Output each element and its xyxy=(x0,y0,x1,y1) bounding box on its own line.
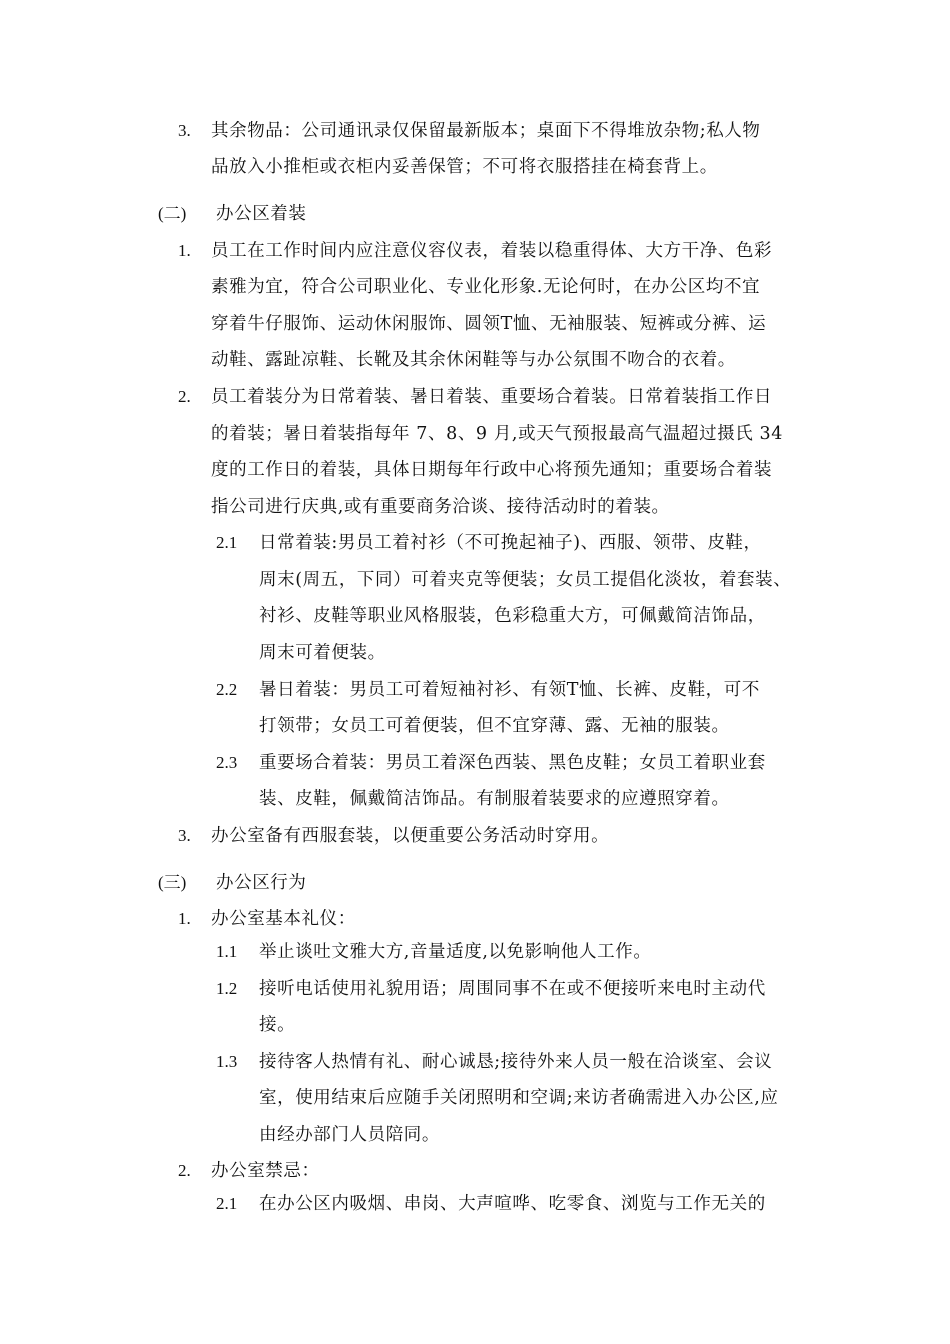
paragraph-line: 办公室基本礼仪： xyxy=(211,909,356,929)
paragraph-line: 的着装；暑日着装指每年 7、8、9 月,或天气预报最高气温超过摄氏 34 xyxy=(211,424,784,444)
paragraph-line: 其余物品：公司通讯录仅保留最新版本；桌面下不得堆放杂物;私人物 xyxy=(211,121,761,141)
paragraph-line: 品放入小推柜或衣柜内妥善保管；不可将衣服搭挂在椅套背上。 xyxy=(211,157,718,177)
paragraph-line: 接听电话使用礼貌用语；周围同事不在或不便接听来电时主动代 xyxy=(259,979,766,999)
paragraph-line: 接。 xyxy=(259,1015,296,1035)
paragraph-line: 指公司进行庆典,或有重要商务洽谈、接待活动时的着装。 xyxy=(211,497,670,517)
paragraph-line: 由经办部门人员陪同。 xyxy=(259,1125,440,1145)
paragraph-line: 重要场合着装：男员工着深色西装、黑色皮鞋；女员工着职业套 xyxy=(259,753,766,773)
subitem-number: 2.1 xyxy=(216,1194,238,1213)
paragraph-line: 素雅为宜，符合公司职业化、专业化形象.无论何时，在办公区均不宜 xyxy=(211,277,761,297)
subitem-number: 2.2 xyxy=(216,680,238,699)
paragraph-line: 员工着装分为日常着装、暑日着装、重要场合着装。日常着装指工作日 xyxy=(211,387,773,407)
paragraph-line: 打领带；女员工可着便装，但不宜穿薄、露、无袖的服装。 xyxy=(259,716,730,736)
item-number: 1. xyxy=(178,241,191,260)
section-title: 办公区行为 xyxy=(216,873,307,893)
item-number: 3. xyxy=(178,121,191,140)
paragraph-line: 动鞋、露趾凉鞋、长靴及其余休闲鞋等与办公氛围不吻合的衣着。 xyxy=(211,350,736,370)
section-number: (二) xyxy=(158,204,187,223)
item-number: 3. xyxy=(178,826,191,845)
paragraph-line: 室，使用结束后应随手关闭照明和空调;来访者确需进入办公区,应 xyxy=(259,1088,779,1108)
item-number: 1. xyxy=(178,909,191,928)
paragraph-line: 周末可着便装。 xyxy=(259,643,386,663)
paragraph-line: 装、皮鞋，佩戴简洁饰品。有制服着装要求的应遵照穿着。 xyxy=(259,789,730,809)
paragraph-line: 日常着装:男员工着衬衫（不可挽起袖子)、西服、领带、皮鞋， xyxy=(259,533,762,553)
paragraph-line: 衬衫、皮鞋等职业风格服装，色彩稳重大方，可佩戴简洁饰品， xyxy=(259,606,766,626)
subitem-number: 2.3 xyxy=(216,753,238,772)
subitem-number: 2.1 xyxy=(216,533,238,552)
section-number: (三) xyxy=(158,873,187,892)
paragraph-line: 办公室备有西服套装，以便重要公务活动时穿用。 xyxy=(211,826,610,846)
paragraph-line: 穿着牛仔服饰、运动休闲服饰、圆领T恤、无袖服装、短裤或分裤、运 xyxy=(211,314,767,334)
item-number: 2. xyxy=(178,387,191,406)
subitem-number: 1.3 xyxy=(216,1052,238,1071)
paragraph-line: 周末(周五，下同）可着夹克等便装；女员工提倡化淡妆，着套装、 xyxy=(259,570,792,590)
section-title: 办公区着装 xyxy=(216,204,307,224)
paragraph-line: 度的工作日的着装，具体日期每年行政中心将预先通知；重要场合着装 xyxy=(211,460,773,480)
paragraph-line: 接待客人热情有礼、耐心诚恳;接待外来人员一般在洽谈室、会议 xyxy=(259,1052,773,1072)
subitem-number: 1.1 xyxy=(216,942,238,961)
item-number: 2. xyxy=(178,1161,191,1180)
paragraph-line: 暑日着装：男员工可着短袖衬衫、有领T恤、长裤、皮鞋，可不 xyxy=(259,680,760,700)
paragraph-line: 办公室禁忌： xyxy=(211,1161,320,1181)
subitem-number: 1.2 xyxy=(216,979,238,998)
paragraph-line: 在办公区内吸烟、串岗、大声喧哗、吃零食、浏览与工作无关的 xyxy=(259,1194,766,1214)
paragraph-line: 举止谈吐文雅大方,音量适度,以免影响他人工作。 xyxy=(259,942,652,962)
paragraph-line: 员工在工作时间内应注意仪容仪表，着装以稳重得体、大方干净、色彩 xyxy=(211,241,773,261)
